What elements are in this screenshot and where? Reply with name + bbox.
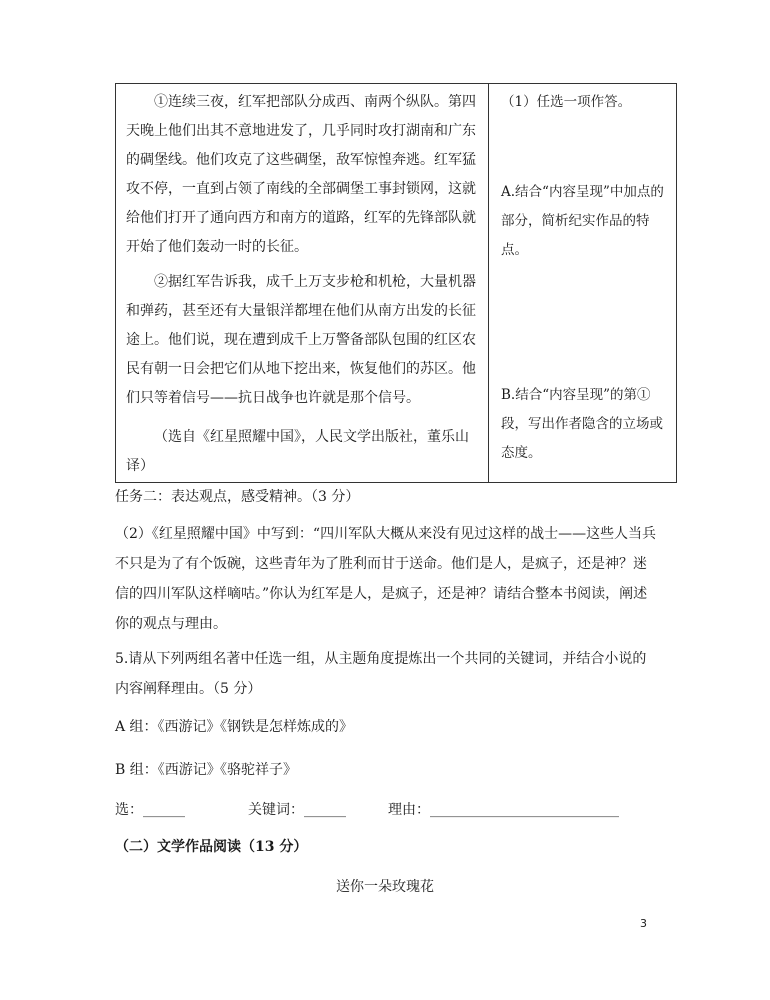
group-a bbox=[115, 716, 353, 738]
group-a-book2: 《钢铁是怎样炼成的》 bbox=[213, 719, 353, 735]
group-b bbox=[115, 759, 297, 781]
group-a-label: A 组：《西游记》 bbox=[115, 719, 221, 735]
question-1: （1）任选一项作答。 bbox=[501, 94, 632, 110]
option-a: A.结合“内容呈现”中加点的部分，简析纪实作品的特点。 bbox=[501, 184, 664, 258]
passage-paragraph-1: ①连续三夜，红军把部队分成西、南两个纵队。第四天晚上他们出其不意地进发了，几乎同时攻打湖南和广东的碉堡线。他们攻克了这些碉堡，敌军惊惶奔逃。红军猛攻不停，一直到占领了南线的全部碉堡工事封锁网，这就给他们打开了通向西方和南方的道路，红军的先锋部队就开始了他们轰动一时的长征。 bbox=[126, 94, 476, 255]
passage-source: （选自《红星照耀中国》，人民文学出版社，董乐山译） bbox=[126, 429, 469, 474]
answer-keyword: 关键词：______ bbox=[248, 802, 346, 818]
passage-paragraph-2: ②据红军告诉我，成千上万支步枪和机枪，大量机器和弹药，甚至还有大量银洋都埋在他们从南方出发的长征途上。他们说，现在遭到成千上万警备部队包围的红区农民有朝一日会把它们从地下挖出来，恢复他们的苏区。他们只等着信号——抗日战争也许就是那个信号。 bbox=[126, 274, 476, 406]
answer-reason: 理由：___________________________ bbox=[388, 802, 619, 818]
question-5: 5.请从下列两组名著中任选一组，从主题角度提炼出一个共同的关键词，并结合小说的内容阐释理由。（5 分） bbox=[115, 651, 647, 697]
group-b-label: B 组：《西游记》 bbox=[115, 762, 221, 778]
page-number: 3 bbox=[640, 917, 647, 930]
task-2-heading: 任务二：表达观点，感受精神。（3 分） bbox=[115, 489, 360, 505]
answer-choose: 选：______ bbox=[115, 802, 185, 818]
question-2: （2）《红星照耀中国》中写到：“四川军队大概从来没有见过这样的战士——这些人当兵不只是为了有个饭碗，这些青年为了胜利而甘于送命。他们是人，是疯子，还是神？迷信的四川军队这样嘀咕。”你认为红军是人，是疯子，还是神？请结合整本书阅读，阐述你的观点与理由。 bbox=[115, 526, 657, 632]
reading-table bbox=[115, 83, 677, 483]
group-b-book2: 《骆驼祥子》 bbox=[213, 762, 297, 778]
section-heading: （二）文学作品阅读（13 分） bbox=[115, 839, 308, 855]
questions-cell bbox=[489, 84, 677, 483]
option-b: B.结合“内容呈现”的第①段，写出作者隐含的立场或态度。 bbox=[501, 387, 663, 461]
passage-cell bbox=[116, 84, 489, 483]
poem-title: 送你一朵玫瑰花 bbox=[336, 879, 434, 895]
